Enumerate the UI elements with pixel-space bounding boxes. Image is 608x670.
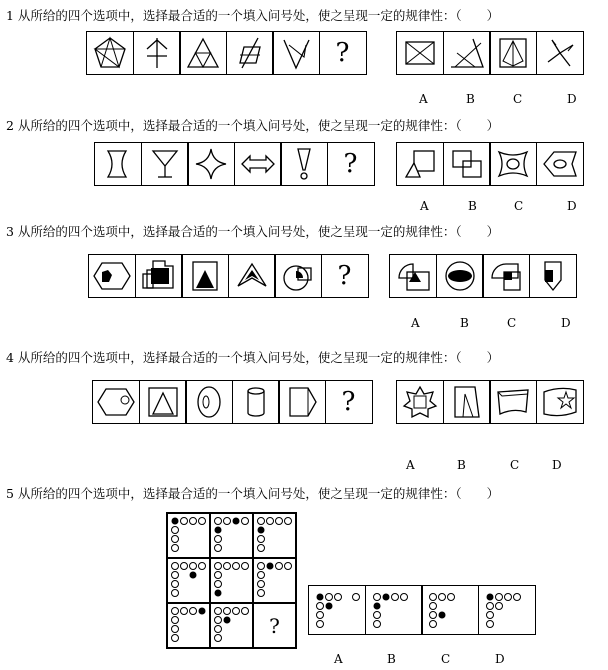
q4-label-c: C bbox=[510, 458, 520, 472]
q4-figure-4 bbox=[232, 380, 280, 424]
q4-question-mark: ? bbox=[325, 380, 373, 424]
q2-question-mark: ? bbox=[327, 142, 375, 186]
question-3-options bbox=[389, 254, 577, 298]
q3-option-c[interactable] bbox=[482, 254, 530, 298]
q2-figure-3 bbox=[187, 142, 235, 186]
q5-cell-2-2 bbox=[210, 558, 253, 603]
question-2-text: 2 从所给的四个选项中，选择最合适的一个填入问号处，使之呈现一定的规律性：（ ） bbox=[6, 118, 500, 133]
q4-figure-5 bbox=[278, 380, 326, 424]
q1-figure-4 bbox=[226, 31, 274, 75]
q2-option-c[interactable] bbox=[489, 142, 537, 186]
q5-option-b[interactable] bbox=[365, 585, 423, 635]
q5-dot-matrix bbox=[166, 512, 297, 649]
q4-option-b[interactable] bbox=[443, 380, 491, 424]
question-5-options bbox=[308, 585, 536, 635]
q5-cell-1-2 bbox=[210, 513, 253, 558]
q1-option-d[interactable] bbox=[536, 31, 584, 75]
q3-figure-5 bbox=[274, 254, 322, 298]
q4-label-a: A bbox=[406, 458, 415, 472]
question-5-text: 5 从所给的四个选项中，选择最合适的一个填入问号处，使之呈现一定的规律性：（ ） bbox=[6, 486, 500, 501]
question-4-text: 4 从所给的四个选项中，选择最合适的一个填入问号处，使之呈现一定的规律性：（ ） bbox=[6, 350, 500, 365]
q2-option-b[interactable] bbox=[443, 142, 491, 186]
q2-figure-5 bbox=[280, 142, 328, 186]
q2-figure-2 bbox=[141, 142, 189, 186]
q1-option-c[interactable] bbox=[489, 31, 537, 75]
q5-label-c: C bbox=[441, 652, 451, 666]
q5-cell-2-1 bbox=[167, 558, 210, 603]
q1-option-a[interactable] bbox=[396, 31, 444, 75]
q5-cell-2-3 bbox=[253, 558, 296, 603]
q3-label-a: A bbox=[411, 316, 420, 330]
question-3-text: 3 从所给的四个选项中，选择最合适的一个填入问号处，使之呈现一定的规律性：（ ） bbox=[6, 224, 500, 239]
question-4-options bbox=[396, 380, 584, 424]
q5-option-a[interactable] bbox=[308, 585, 366, 635]
question-1-text: 1 从所给的四个选项中，选择最合适的一个填入问号处，使之呈现一定的规律性：（ ） bbox=[6, 8, 500, 23]
q5-cell-3-2 bbox=[210, 603, 253, 648]
question-2-options bbox=[396, 142, 584, 186]
q5-cell-1-1 bbox=[167, 513, 210, 558]
q5-label-b: B bbox=[387, 652, 396, 666]
q5-label-a: A bbox=[334, 652, 343, 666]
q2-label-d: D bbox=[567, 199, 577, 213]
q3-label-c: C bbox=[507, 316, 517, 330]
q4-option-a[interactable] bbox=[396, 380, 444, 424]
q3-question-mark: ? bbox=[321, 254, 369, 298]
q1-figure-5 bbox=[272, 31, 320, 75]
q2-figure-4 bbox=[234, 142, 282, 186]
question-4-sequence bbox=[92, 380, 373, 424]
q5-cell-3-1 bbox=[167, 603, 210, 648]
q5-label-d: D bbox=[495, 652, 505, 666]
q3-option-b[interactable] bbox=[436, 254, 484, 298]
q1-question-mark: ? bbox=[319, 31, 367, 75]
q3-figure-3 bbox=[181, 254, 229, 298]
q1-label-d: D bbox=[567, 92, 577, 106]
q4-option-c[interactable] bbox=[489, 380, 537, 424]
q4-figure-3 bbox=[185, 380, 233, 424]
q1-label-c: C bbox=[513, 92, 523, 106]
q5-cell-3-3 bbox=[253, 603, 296, 648]
q4-label-b: B bbox=[457, 458, 466, 472]
q1-figure-3 bbox=[179, 31, 227, 75]
q2-option-a[interactable] bbox=[396, 142, 444, 186]
question-1-options bbox=[396, 31, 584, 75]
q1-label-b: B bbox=[466, 92, 475, 106]
question-1-sequence bbox=[86, 31, 367, 75]
q3-figure-1 bbox=[88, 254, 136, 298]
q2-option-d[interactable] bbox=[536, 142, 584, 186]
q5-option-d[interactable] bbox=[478, 585, 536, 635]
q5-option-c[interactable] bbox=[421, 585, 479, 635]
q2-figure-1 bbox=[94, 142, 142, 186]
q3-label-d: D bbox=[561, 316, 571, 330]
q3-figure-4 bbox=[228, 254, 276, 298]
q1-label-a: A bbox=[419, 92, 428, 106]
question-2-sequence bbox=[94, 142, 375, 186]
q5-question-mark: ? bbox=[269, 613, 280, 638]
q2-label-b: B bbox=[468, 199, 477, 213]
q2-label-a: A bbox=[420, 199, 429, 213]
q3-figure-2 bbox=[135, 254, 183, 298]
q1-figure-2 bbox=[133, 31, 181, 75]
q4-option-d[interactable] bbox=[536, 380, 584, 424]
q2-label-c: C bbox=[514, 199, 524, 213]
q5-cell-1-3 bbox=[253, 513, 296, 558]
q4-figure-1 bbox=[92, 380, 140, 424]
q3-label-b: B bbox=[460, 316, 469, 330]
q4-figure-2 bbox=[139, 380, 187, 424]
q3-option-a[interactable] bbox=[389, 254, 437, 298]
q3-option-d[interactable] bbox=[529, 254, 577, 298]
q4-label-d: D bbox=[552, 458, 562, 472]
question-3-sequence bbox=[88, 254, 369, 298]
q1-figure-1 bbox=[86, 31, 134, 75]
q1-option-b[interactable] bbox=[443, 31, 491, 75]
